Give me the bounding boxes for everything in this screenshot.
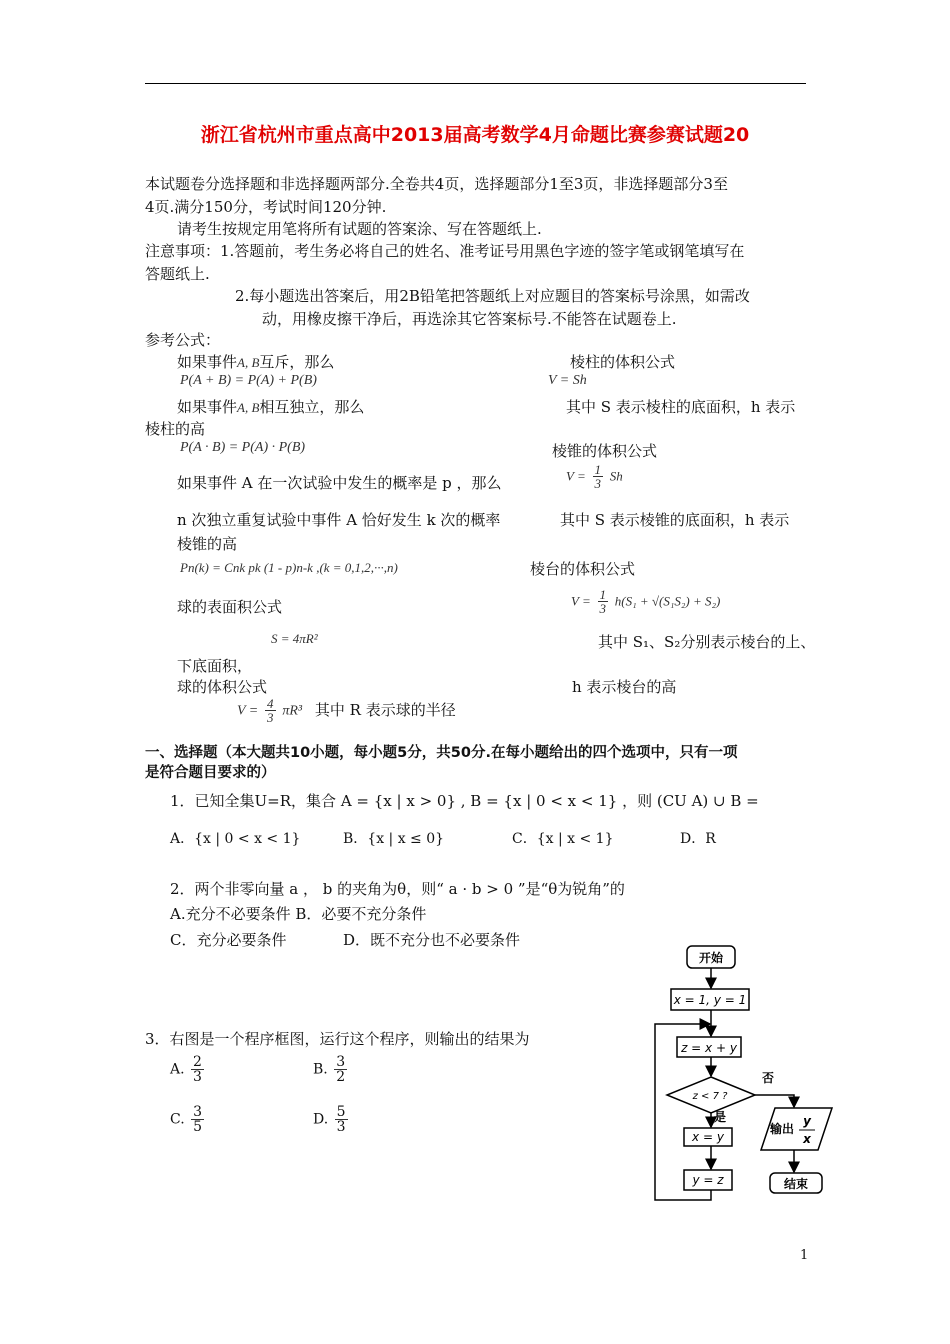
flow-condition-label: z < 7 ? xyxy=(692,1091,728,1102)
flow-assign-y-label: y = z xyxy=(692,1173,724,1187)
intro-line-1: 本试题卷分选择题和非选择题两部分.全卷共4页，选择题部分1至3页，非选择题部分3至 xyxy=(145,175,728,193)
flow-output-label: 输出 xyxy=(770,1122,795,1136)
q2-option-d: D．既不充分也不必要条件 xyxy=(343,931,521,949)
note-1-cont: 答题纸上. xyxy=(145,265,210,283)
sphere-volume-formula: V = $\frac{4}{3}$ πR³ 其中 R 表示球的半径 xyxy=(237,696,456,725)
q3-option-a: A. $\frac{2}{3}$ xyxy=(170,1054,202,1085)
q1-option-d: D．R xyxy=(680,831,716,847)
pyramid-volume-formula: V = $\frac{1}{3}$ Sh xyxy=(566,462,623,491)
q3-stem: 3．右图是一个程序框图，运行这个程序，则输出的结果为 xyxy=(145,1030,530,1048)
frustum-note: 其中 S₁、S₂分别表示棱台的上、 xyxy=(598,633,816,651)
flow-assign-x-label: x = y xyxy=(692,1130,724,1144)
section-heading-cont: 是符合题目要求的） xyxy=(145,765,276,781)
pyramid-volume-label: 棱锥的体积公式 xyxy=(552,442,658,460)
prism-note: 其中 S 表示棱柱的底面积，h 表示 xyxy=(566,398,796,416)
q3-option-c: C. $\frac{3}{5}$ xyxy=(170,1104,203,1135)
mutex-formula: P(A + B) = P(A) + P(B) xyxy=(180,373,317,388)
prism-volume-label: 棱柱的体积公式 xyxy=(570,353,676,371)
sphere-area-formula: S = 4πR² xyxy=(271,631,318,646)
binomial-formula: Pn(k) = Cnk pk (1 - p)n-k ,(k = 0,1,2,···,n) xyxy=(180,560,398,575)
q1-stem: 1．已知全集U=R，集合 A = {x | x > 0} , B = {x | 0 < x < 1} ，则 (CU A) ∪ B = xyxy=(170,792,759,810)
q2-option-c: C．充分必要条件 xyxy=(170,931,287,949)
flow-start-label: 开始 xyxy=(698,951,724,965)
page-number: 1 xyxy=(800,1248,809,1263)
n-trials-line: n 次独立重复试验中事件 A 恰好发生 k 次的概率 xyxy=(177,511,501,529)
intro-line-2: 4页.满分150分，考试时间120分钟. xyxy=(145,198,387,216)
flow-output-numerator: y xyxy=(803,1114,811,1128)
document-title: 浙江省杭州市重点高中2013届高考数学4月命题比赛参赛试题20 xyxy=(200,124,750,146)
prism-volume-formula: V = Sh xyxy=(548,373,587,388)
sphere-area-label: 球的表面积公式 xyxy=(177,598,283,616)
formulas-heading: 参考公式： xyxy=(145,331,221,349)
prob-line: 如果事件 A 在一次试验中发生的概率是 p ，那么 xyxy=(177,474,502,492)
frustum-height-note: h 表示棱台的高 xyxy=(572,678,677,696)
frustum-volume-formula: V = $\frac{1}{3}$ h(S₁ + √(S₁S₂) + S₂) xyxy=(571,587,721,616)
indep-line: 如果事件A, B相互独立，那么 xyxy=(177,398,365,416)
mutex-line: 如果事件A, B互斥，那么 xyxy=(177,353,335,371)
note-1: 注意事项：1.答题前，考生务必将自己的姓名、准考证号用黑色字迹的签字笔或钢笔填写在 xyxy=(145,242,745,260)
q1-option-a: A．{x | 0 < x < 1} xyxy=(170,831,301,847)
flow-yes-label: 是 xyxy=(713,1110,727,1124)
q1-option-b: B．{x | x ≤ 0} xyxy=(343,831,445,847)
note-2-cont: 动，用橡皮擦干净后，再选涂其它答案标号.不能答在试题卷上. xyxy=(262,310,677,328)
flow-assign-z-label: z = x + y xyxy=(681,1041,737,1055)
note-2: 2.每小题选出答案后，用2B铅笔把答题纸上对应题目的答案标号涂黑，如需改 xyxy=(235,287,750,305)
flow-end-label: 结束 xyxy=(783,1177,809,1191)
flow-init-label: x = 1, y = 1 xyxy=(673,993,747,1007)
intro-line-3: 请考生按规定用笔将所有试题的答案涂、写在答题纸上. xyxy=(177,220,542,238)
q3-option-b: B. $\frac{3}{2}$ xyxy=(313,1054,346,1085)
frustum-volume-label: 棱台的体积公式 xyxy=(530,560,636,578)
q3-option-d: D. $\frac{5}{3}$ xyxy=(313,1104,346,1135)
sphere-volume-label: 球的体积公式 xyxy=(177,678,268,696)
program-flowchart xyxy=(640,940,850,1210)
q2-stem: 2．两个非零向量 a ， b 的夹角为θ，则“ a · b > 0 ”是“θ为锐角”的 xyxy=(170,880,625,898)
prism-height-note: 棱柱的高 xyxy=(145,420,206,438)
pyramid-note: 其中 S 表示棱锥的底面积，h 表示 xyxy=(560,511,790,529)
q2-options-ab: A.充分不必要条件 B．必要不充分条件 xyxy=(170,905,427,923)
header-rule xyxy=(145,83,806,84)
q1-option-c: C．{x | x < 1} xyxy=(512,831,614,847)
pyramid-height-note: 棱锥的高 xyxy=(177,535,238,553)
flow-output-denominator: x xyxy=(803,1132,811,1146)
indep-formula: P(A · B) = P(A) · P(B) xyxy=(180,440,306,455)
frustum-note-2: 下底面积， xyxy=(177,657,253,675)
section-heading: 一、选择题（本大题共10小题，每小题5分，共50分.在每小题给出的四个选项中，只有一项 xyxy=(145,745,738,761)
flow-no-label: 否 xyxy=(761,1071,775,1085)
